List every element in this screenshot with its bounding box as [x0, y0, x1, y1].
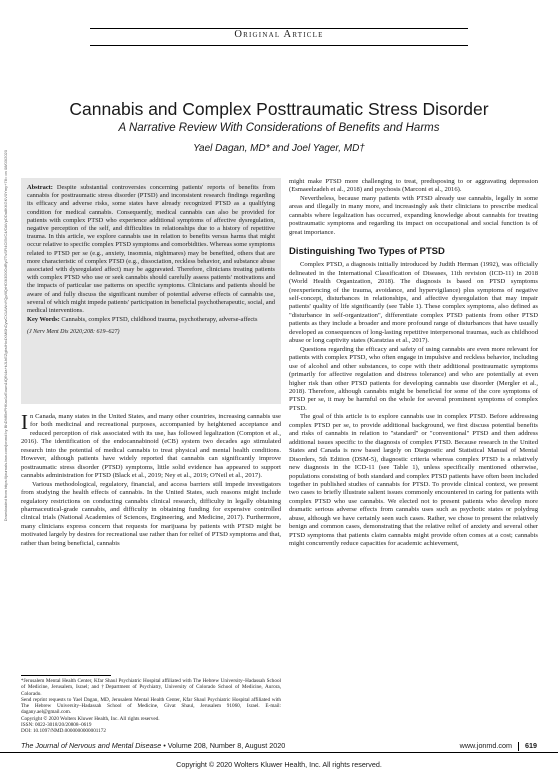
- footnote-copyright: Copyright © 2020 Wolters Kluwer Health, Inc. All rights reserved.: [21, 715, 160, 722]
- article-type-label: Original Article: [234, 29, 324, 40]
- keywords: [27, 316, 275, 324]
- footnote-issn: ISSN: 0022-3018/20/20808–0619: [21, 722, 92, 729]
- left-column-body: [21, 410, 281, 548]
- copyright-notice: Copyright © 2020 Wolters Kluwer Health, Inc. All rights reserved.: [176, 760, 382, 769]
- section-heading: Distinguishing Two Types of PTSD: [289, 246, 445, 258]
- article-authors: Yael Dagan, MD* and Joel Yager, MD†: [193, 143, 365, 154]
- affiliation-footnotes: [21, 678, 281, 735]
- intro-text: n Canada, many states in the United States, and many other countries, increasing cannabis use for both medicinal and recreational purposes, accompanied by heightened acceptance and reduced perception of risk associated with its use, has followed legalization (Compton et al., 2016). The identification of the endocannabinoid (eCB) system two decades ago stimulated research into the potential of medical cannabis to treat physical and mental health conditions. However, although patients have widely reported that cannabis can significantly improve posttraumatic stress disorder (PTSD) symptoms, little solid evidence has appeared to support cannabis administration for PTSD (Black et al., 2019; Ney et al., 2019; O'Neil et al., 2017).: [21, 413, 281, 480]
- keywords-label: Key Words:: [27, 316, 60, 324]
- page-number: 619: [525, 741, 537, 750]
- footer-journal-name: The Journal of Nervous and Mental Disease: [21, 741, 162, 750]
- right-column-body: [289, 178, 538, 549]
- article-title: Cannabis and Complex Posttraumatic Stress Disorder: [69, 99, 489, 119]
- body-paragraph: Questions regarding the efficacy and safety of using cannabis are even more relevant for patients with complex PTSD, who often engage in impulsive and reckless behavior, including use of alcohol and other substances, to cope with their additional posttraumatic symptoms (primarily for affective regulation and distress tolerance) and who are potentially at even higher risk than other PTSD patients for developing cannabis use disorder (Mergler et al., 2018). Therefore, although cannabis might be beneficial for some of the core symptoms of PTSD per se, it may be harmful on the whole for several prominent symptoms of complex PTSD.: [289, 345, 538, 412]
- drop-cap: I: [21, 410, 28, 434]
- footer-rule: [0, 752, 558, 753]
- abstract-label: Abstract:: [27, 184, 53, 191]
- footnote-affiliations: *Jerusalem Mental Health Center, Kfar Shaul Psychiatric Hospital affiliated with The Hebrew University–Hadassah School of Medicine, Jerusalem, Israel; and †Department of Psychiatry, University of Colorado School of Medicine, Aurora, Colorado.: [21, 678, 281, 697]
- abstract-body: [27, 184, 275, 315]
- header-bottom-rule: [90, 45, 468, 46]
- footer-separator: [518, 742, 519, 751]
- footer-journal-info: [21, 741, 285, 750]
- body-paragraph: Complex PTSD, a diagnosis initially introduced by Judith Herman (1992), was officially delineated in the International Classification of Diseases, 11th revision (ICD-11) in 2018 (World Health Organization, 2018). The diagnosis is based on PTSD symptoms (reexperiencing of the trauma, avoidance, and hypervigilance) plus symptoms of negative self-concept, disturbances in relationships, and affective dysregulation that may impair patients' quality of life significantly (see Table 1). These complex symptoms, also defined as "disturbance in self-organization", differentiate complex PTSD patients from other PTSD patients as they include a broader and more profound range of disturbances that have usually developed as consequences of long-lasting repetitive interpersonal traumas, such as childhood abuse or long captivity states (Karatzias et al., 2017).: [289, 261, 538, 345]
- footnote-rule: [21, 675, 111, 676]
- keywords-text: Cannabis, complex PTSD, childhood trauma, psychotherapy, adverse-affects: [61, 316, 258, 324]
- abstract-box: [21, 178, 281, 404]
- body-paragraph: Various methodological, regulatory, financial, and access barriers still impede investigators from studying the health effects of cannabis. In the United States, such reasons might include regulatory restrictions on conducting cannabis clinical research, difficulty in legally obtaining pharmaceutical-grade cannabis, and difficulty in obtaining funding for expensive controlled clinical trials (National Academies of Sciences, Engineering, and Medicine, 2017). Furthermore, many clinicians express concern that requests for marijuana by patients with PTSD might be motivated largely by desires for recreational use rather than for relief of PTSD symptoms and that, rather than being beneficial, cannabis: [21, 480, 281, 547]
- body-paragraph: Nevertheless, because many patients with PTSD already use cannabis, legally in some areas and illegally in many more, and increasingly ask their clinicians to prescribe medical cannabis where legalization has occurred, expanding knowledge about cannabis for treating posttraumatic symptoms and regarding its impact on occupational and social function is of great importance.: [289, 194, 538, 236]
- body-paragraph: The goal of this article is to explore cannabis use in complex PTSD. Before addressing complex PTSD per se, to provide additional background, we first discuss potential benefits and risks of cannabis in relation to "standard" or "conventional" PTSD and then address additional issues specific to the diagnosis of complex PTSD. Because research in the United States and Canada is now based largely on Diagnostic and Statistical Manual of Mental Disorders, 5th Edition (DSM-5), diagnostic criteria whereas complex PTSD is a relatively new diagnosis in the ICD-11 (see Table 1), unless specifically mentioned otherwise, populations consisting of both standard and complex PTSD patients have often been included together in published studies of cannabis for PTSD. To provide clinical context, we present two cases to briefly illustrate salient issues commonly encountered in caring for patients with complex PTSD who use cannabis. We elected not to present patients who develop more dramatic serious adverse effects from cannabis uses such as psychotic states or polydrug abuse, although we have certainly seen such cases. Rather, we chose to present the relatively benign and common cases, demonstrating that the relative relief of anxiety and several other PTSD symptoms that patients claim cannabis might provide often comes at a cost; cannabis might concurrently reduce capacities for academic achievement,: [289, 413, 538, 548]
- intro-paragraph: [21, 410, 281, 481]
- footer-bullet: •: [163, 741, 166, 750]
- footer-volume: Volume 208, Number 8, August 2020: [167, 741, 286, 750]
- download-watermark-text: Downloaded from https://journals.lww.com/jonmd by BhDMf5ePHKav1zEoum1tQfN4a+kJLhEZgbsIHo4XMi0hCywCX1AWnYQp/IlQrHD3i3D0OdRyi7TvSFl4Cf3VC4/OAVpDDa8KKGKV0Ymy+78= on 08/03/2020: [3, 150, 8, 522]
- download-watermark: [3, 150, 11, 570]
- journal-citation: (J Nerv Ment Dis 2020;208: 619–627): [27, 329, 120, 336]
- abstract-text: Despite substantial controversies concerning patients' reports of benefits from cannabis for posttraumatic stress disorder (PTSD) and inconsistent research findings regarding its efficacy and adverse risks, some states have already recognized PTSD as a qualifying condition for medical cannabis. Consequently, medical cannabis can also be provided for patients with complex PTSD who experience additional symptoms of affective dysregulation, negative perception of the self, and difficulties in relationships due to a history of repetitive trauma. In this article, we explore cannabis use in relation to benefits versus harms that might occur relative to specific complex PTSD symptoms and comorbidities. Whereas some symptoms related to PTSD per se (e.g., anxiety, insomnia, nightmares) may be benefited, others that are more characteristic of complex PTSD (e.g., dissociation, reckless behavior, and substance abuse associated with dysregulated affect) may be aggravated. Therefore, clinicians treating patients with complex PTSD who use or seek cannabis should carefully assess patients' motivations and the impacts of particular use patterns on specific symptoms. Clinicians and patients should be aware of and fully discuss the significant number of potential adverse effects of cannabis use, several of which might impede patients' participation in beneficial psychotherapeutic, social, and medical interventions.: [27, 184, 275, 315]
- footnote-reprints: Send reprint requests to Yael Dagan, MD, Jerusalem Mental Health Center, Kfar Shaul Psychiatric Hospital affiliated with The Hebrew University–Hadassah School of Medicine, Givat Shaul, Jerusalem 91060, Israel. E-mail: dagany.ael@gmail.com.: [21, 696, 281, 716]
- footer-page-info: [460, 741, 537, 751]
- body-paragraph: might make PTSD more challenging to treat, predisposing to or aggravating depression (Esmaeelzadeh et al., 2018) and psychosis (Marconi et al., 2016).: [289, 178, 538, 194]
- article-subtitle: A Narrative Review With Considerations of Benefits and Harms: [118, 122, 440, 134]
- footer-site-link[interactable]: www.jonmd.com: [459, 741, 512, 750]
- footnote-doi: DOI: 10.1097/NMD.0000000000001172: [21, 728, 106, 735]
